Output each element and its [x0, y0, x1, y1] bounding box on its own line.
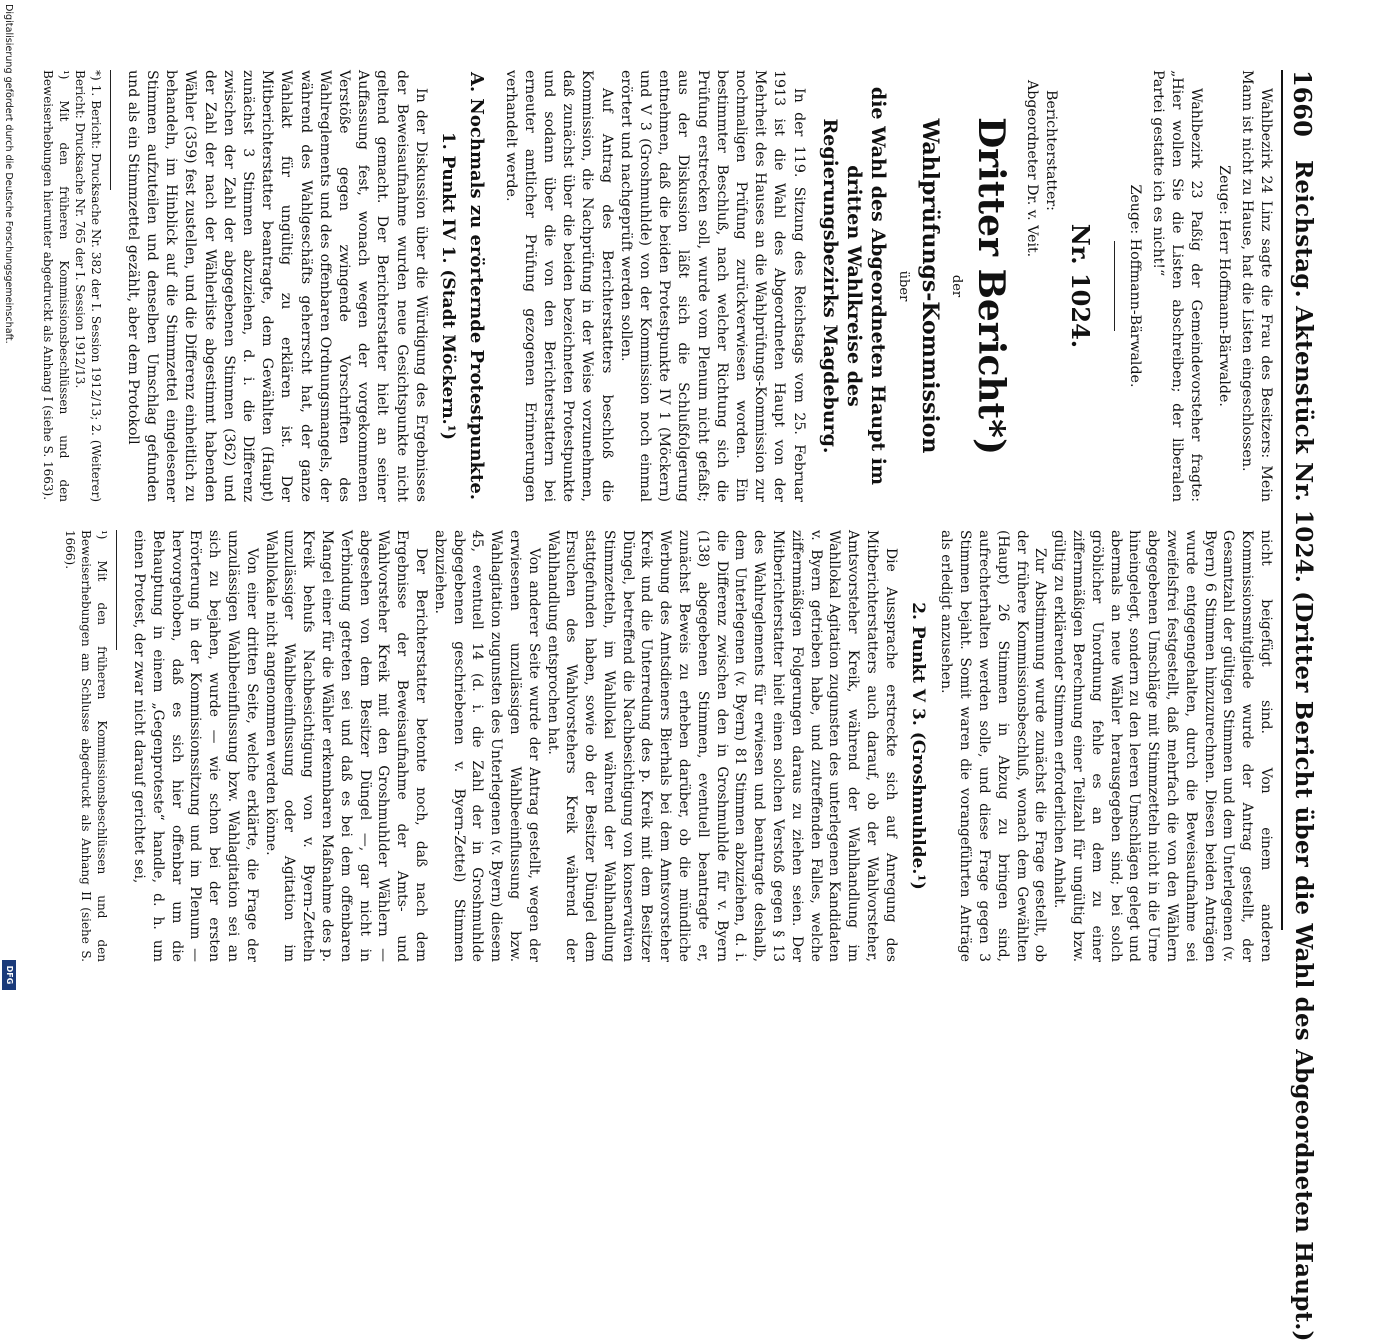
paragraph: Wahlbezirk 23 Paßig der Gemeindevorsteher fragte: „Hier wollen Sie die Listen abschreiben; der liberalen Partei gestatte ich es nicht!“ [1149, 70, 1205, 502]
dfg-logo: DFG [2, 960, 16, 990]
subsection-heading: 1. Punkt IV 1. (Stadt Möckern.¹) [438, 131, 459, 441]
footnote: ¹) Mit den früheren Kommissionsbeschlüssen und den Beweiserhebungen hierunter abgedruckt als Anhang I (siehe S. 1663). [40, 70, 71, 502]
footnote: ¹) Mit den früheren Kommissionsbeschlüssen und den Beweiserhebungen am Schlusse abgedruckt als Anhang II (siehe S. 1666). [63, 530, 110, 962]
paragraph: In der Diskussion über die Würdigung des Ergebnisses der Beweisaufnahme wurden neue Gesichtspunkte nicht geltend gemacht. Der Berichterstatter hielt an seiner Auffassung fest, wonach wegen der vorgekommenen Verstöße gegen zwingende Vorschriften des Wahlreglements und des offenbaren Ordnungsmangels, der während des Wahlgeschäfts geherrscht hat, der ganze Wahlakt für ungültig zu erklären ist. Der Mitberichterstatter beantragte, dem Gewählten (Haupt) zunächst 3 Stimmen abzuziehen, d. i. die Differenz zwischen der Zahl der abgegebenen Stimmen (362) und der Zahl der nach der Wählerliste abgestimmt habenden Wähler (359) fest zustellen, und die Differenz einheitlich zu behandeln, im Hinblick auf die Stimmzettel eingelesener Stimmen aufzuteilen und denselben Umschlag gefunden und als ein Stimmzettel gezählt, aber dem Protokoll [124, 70, 429, 502]
witness-line: Zeuge: Hoffmann-Bärwalde. [1126, 184, 1143, 388]
paragraph: In der 119. Sitzung des Reichstags vom 25. Februar 1913 ist die Wahl des Abgeordneten Haupt von der Mehrheit des Hauses an die Wahlprüfungs-Kommission zur nochmaligen Prüfung zurückverwiesen worden. Ein bestimmter Beschluß, nach welcher Richtung sich die Prüfung erstrecken soll, wurde vom Plenum nicht gefaßt; aus der Diskussion läßt sich die Schlußfolgerung entnehmen, daß die beiden Protestpunkte IV 1 (Möckern) und V 3 (Groshmuhlde) von der Kommission noch einmal erörtert und nachgeprüft werden sollen. [617, 70, 807, 502]
paragraph: Von einer dritten Seite, welche erklärte, die Frage der unzulässigen Wahlbeeinflussung bzw. Wahlagitation sei an sich zu bejahen, wurde — wie schon bei der ersten Erörterung in der Kommissionssitzung und im Plenum — hervorgehoben, daß es sich hier offenbar um die Behauptung in einem „Gegenproteste“ handle, d. h. um einen Protest, der zwar nicht darauf gerichtet sei, [130, 530, 260, 962]
paragraph: Wahlbezirk 24 Linz sagte die Frau des Besitzers: Mein Mann ist nicht zu Hause, hat die Listen eingeschlossen. [1238, 70, 1274, 502]
paragraph: Der Berichterstatter betonte noch, daß nach dem Ergebnisse der Beweisaufnahme der Amts- und Wahlvorsteher Kreik mit den Groshmuhlder Wählern — abgesehen von dem Besitzer Düngel —, gar nicht in Verbindung getreten sei und daß es bei dem offenbaren Mangel einer für die Wähler erkennbaren Maßnahme des p. Kreik behufs Nachbesichtigung von v. Byern-Zetteln unzulässiger Wahlbeeinflussung oder Agitation im Wahllokale nicht angenommen werden könne. [262, 530, 429, 962]
section-heading: A. Nochmals zu erörternde Protestpunkte. [466, 71, 488, 501]
digitization-note [0, 0, 17, 1000]
witness-line: Zeuge: Herr Hoffmann-Bärwalde. [1215, 165, 1232, 407]
digitization-text: Digitalisierung gefördert durch die Deutsche Forschungsgemeinschaft. [3, 4, 14, 344]
footnote: *) 1. Bericht: Drucksache Nr. 382 der I. Session 1912/13; 2. (Weiterer) Bericht: Drucksache Nr. 765 der I. Session 1912/13. [72, 70, 103, 502]
report-subject: die Wahl des Abgeordneten Haupt im dritten Wahlkreise des Regierungsbezirks Magdeburg. [818, 86, 889, 486]
reporter-label: Berichterstatter: [1043, 90, 1060, 211]
left-column [40, 70, 1275, 502]
subsection-heading: 2. Punkt V 3. (Groshmuhlde.¹) [907, 602, 928, 890]
footnote-rule [116, 530, 117, 650]
title-ueber: über [895, 270, 911, 302]
document-number: Nr. 1024. [1065, 223, 1095, 349]
title-der: der [948, 274, 964, 298]
footnote-rule [110, 70, 111, 190]
report-title: Dritter Bericht*) [969, 116, 1012, 456]
running-header [1281, 70, 1323, 1342]
paragraph: Auf Antrag des Berichterstatters beschloß die Kommission, die Nachprüfung in der Weise vorzunehmen, daß zunächst über die beiden bezeichneten Protestpunkte und sodann über die von den Berichterstattern bei erneuter amtlicher Prüfung gezogenen Erinnerungen verhandelt werde. [502, 70, 615, 502]
running-title: Reichstag. Aktenstück Nr. 1024. (Dritter Bericht über die Wahl des Abgeordneten Haupt.) [1290, 160, 1317, 1342]
right-column [62, 530, 1275, 962]
paragraph: Die Aussprache erstreckte sich auf Anregung des Mitberichterstatters auch darauf, ob der Wahlvorsteher, Amtsvorsteher Kreik, während der Wahlhandlung im Wahllokal Agitation zugunsten des unterlegenen Kandidaten v. Byern getrieben habe, und zutreffenden Falles, welche ziffernmäßigen Folgerungen daraus zu ziehen seien. Der Mitberichterstatter hielt einen solchen Verstoß gegen § 13 des Wahlreglements für erwiesen und beantragte deshalb, dem Unterlegenen (v. Byern) 81 Stimmen abzuziehen, d. i. die Differenz zwischen den in Groshmuhlde für v. Byern (138) abgegebenen Stimmen, eventuell beantragte er, zunächst Beweis zu erheben darüber, ob die mündliche Werbung des Amtsdieners Bierhals bei dem Amtsvorsteher Kreik und die Unterredung des p. Kreik mit dem Besitzer Düngel, betreffend die Nachbesichtigung von konservativen Stimmzetteln, im Wahllokal während der Wahlhandlung stattgefunden haben, sowie ob der Besitzer Düngel dem Ersuchen des Wahlvorstehers Kreik während der Wahlhandlung entsprochen hat. [544, 530, 899, 962]
paragraph: Zur Abstimmung wurde zunächst die Frage gestellt, ob der frühere Kommissionsbeschluß, wonach dem Gewählten (Haupt) 26 Stimmen in Abzug zu bringen sind, aufrechterhalten werden solle, und diese Frage gegen 3 Stimmen bejaht. Somit waren die vorangeführten Anträge als erledigt anzusehen. [938, 530, 1049, 962]
paragraph: Von anderer Seite wurde der Antrag gestellt, wegen der erwiesenen unzulässigen Wahlbeeinflussung bzw. Wahlagitation zugunsten des Unterlegenen (v. Byern) diesem 45, eventuell 14 (d. i. die Zahl der in Groshmuhlde abgegebenen geschriebenen v. Byern-Zettel) Stimmen abzuziehen. [431, 530, 542, 962]
paragraph: nicht beigefügt sind. Von einem anderen Kommissionsmitgliede wurde der Antrag gestellt, der Gesamtzahl der gültigen Stimmen und dem Unterlegenen (v. Byern) 6 Stimmen hinzuzurechnen. Diesen beiden Anträgen wurde entgegengehalten, durch die Beweisaufnahme sei zweifelsfrei festgestellt, daß mehrfach die von den Wählern abgegebenen Umschläge mit Stimmzetteln nicht in die Urne hineingelegt, sondern zu den leeren Umschlägen gelegt und abermals an neue Wähler herausgegeben sind; bei solch gröblicher Unordnung fehle es an dem zu einer ziffernmäßigen Berechnung einer Teilzahl für ungültig bzw. gültig zu erklärender Stimmen erforderlichen Anhalt. [1051, 530, 1274, 962]
divider [1114, 241, 1115, 331]
page-number: 1660 [1288, 70, 1317, 137]
reporter-name: Abgeordneter Dr. v. Veit. [1024, 80, 1041, 258]
commission-name: Wahlprüfungs-Kommission [916, 118, 943, 454]
